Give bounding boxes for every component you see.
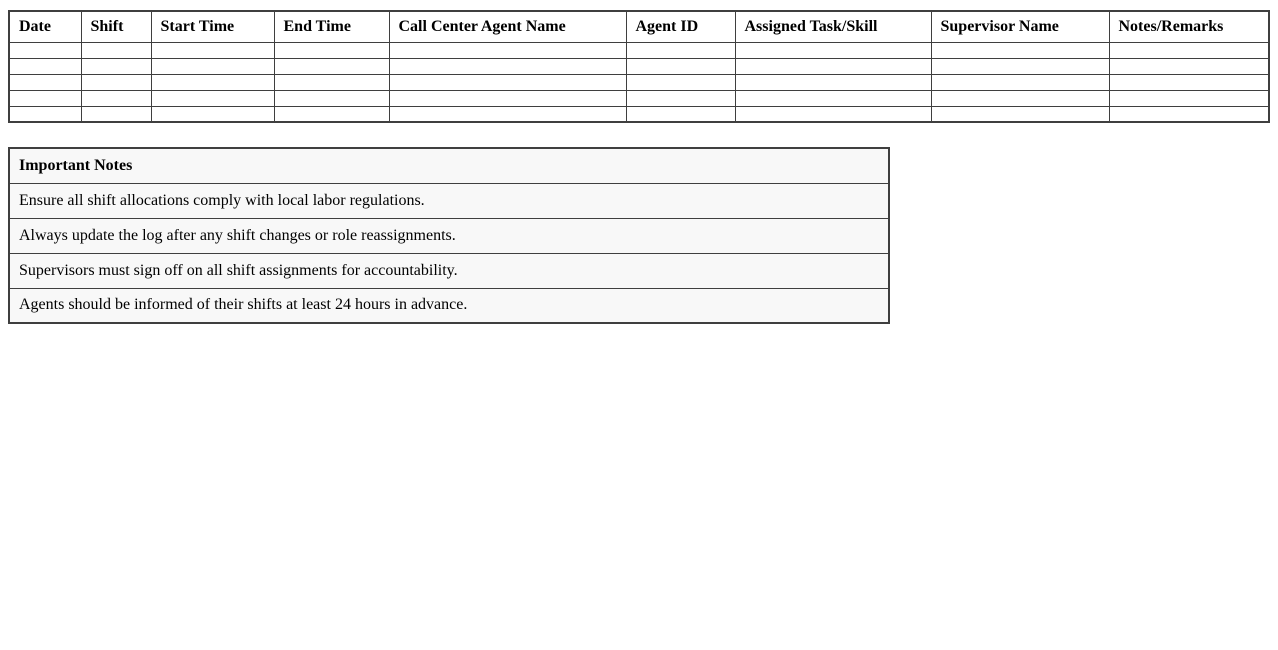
empty-log-cell	[735, 58, 931, 74]
empty-log-cell	[735, 90, 931, 106]
empty-log-cell	[9, 106, 81, 122]
empty-log-cell	[81, 58, 151, 74]
column-header-agent-id: Agent ID	[626, 11, 735, 42]
empty-log-cell	[626, 74, 735, 90]
column-header-end-time: End Time	[274, 11, 389, 42]
note-row	[9, 253, 889, 288]
empty-log-cell	[274, 58, 389, 74]
empty-log-cell	[1109, 106, 1269, 122]
empty-log-cell	[81, 42, 151, 58]
shift-log-table	[8, 10, 1270, 123]
important-notes-title: Important Notes	[9, 148, 889, 183]
empty-log-cell	[9, 90, 81, 106]
column-header-task-skill: Assigned Task/Skill	[735, 11, 931, 42]
empty-log-cell	[1109, 58, 1269, 74]
column-header-date: Date	[9, 11, 81, 42]
column-header-supervisor-name: Supervisor Name	[931, 11, 1109, 42]
empty-log-cell	[9, 58, 81, 74]
empty-log-row	[9, 74, 1269, 90]
empty-log-cell	[81, 74, 151, 90]
empty-log-cell	[931, 42, 1109, 58]
column-header-start-time: Start Time	[151, 11, 274, 42]
column-header-agent-name: Call Center Agent Name	[389, 11, 626, 42]
note-text: Always update the log after any shift changes or role reassignments.	[9, 218, 889, 253]
empty-log-cell	[931, 90, 1109, 106]
important-notes-title-row	[9, 148, 889, 183]
column-header-shift: Shift	[81, 11, 151, 42]
empty-log-cell	[931, 58, 1109, 74]
empty-log-cell	[626, 90, 735, 106]
note-row	[9, 183, 889, 218]
empty-log-row	[9, 58, 1269, 74]
empty-log-cell	[389, 42, 626, 58]
empty-log-cell	[626, 58, 735, 74]
empty-log-cell	[81, 106, 151, 122]
empty-log-row	[9, 106, 1269, 122]
empty-log-cell	[9, 42, 81, 58]
empty-log-cell	[735, 106, 931, 122]
shift-log-header-row	[9, 11, 1269, 42]
empty-log-cell	[626, 106, 735, 122]
note-row	[9, 288, 889, 323]
empty-log-cell	[389, 58, 626, 74]
empty-log-cell	[274, 106, 389, 122]
empty-log-cell	[9, 74, 81, 90]
empty-log-cell	[389, 90, 626, 106]
note-text: Ensure all shift allocations comply with local labor regulations.	[9, 183, 889, 218]
empty-log-cell	[1109, 90, 1269, 106]
important-notes-table	[8, 147, 890, 324]
empty-log-cell	[735, 74, 931, 90]
empty-log-cell	[274, 74, 389, 90]
empty-log-cell	[626, 42, 735, 58]
empty-log-row	[9, 90, 1269, 106]
empty-log-cell	[1109, 74, 1269, 90]
empty-log-cell	[151, 106, 274, 122]
note-row	[9, 218, 889, 253]
empty-log-cell	[81, 90, 151, 106]
empty-log-cell	[931, 106, 1109, 122]
empty-log-cell	[274, 90, 389, 106]
note-text: Agents should be informed of their shifts at least 24 hours in advance.	[9, 288, 889, 323]
empty-log-cell	[931, 74, 1109, 90]
empty-log-cell	[1109, 42, 1269, 58]
document-page	[0, 0, 1278, 324]
shift-log-empty-rows	[9, 42, 1269, 122]
empty-log-cell	[151, 90, 274, 106]
empty-log-cell	[735, 42, 931, 58]
column-header-notes-remarks: Notes/Remarks	[1109, 11, 1269, 42]
empty-log-cell	[151, 74, 274, 90]
empty-log-cell	[389, 106, 626, 122]
empty-log-cell	[274, 42, 389, 58]
empty-log-row	[9, 42, 1269, 58]
empty-log-cell	[389, 74, 626, 90]
note-text: Supervisors must sign off on all shift assignments for accountability.	[9, 253, 889, 288]
empty-log-cell	[151, 42, 274, 58]
empty-log-cell	[151, 58, 274, 74]
